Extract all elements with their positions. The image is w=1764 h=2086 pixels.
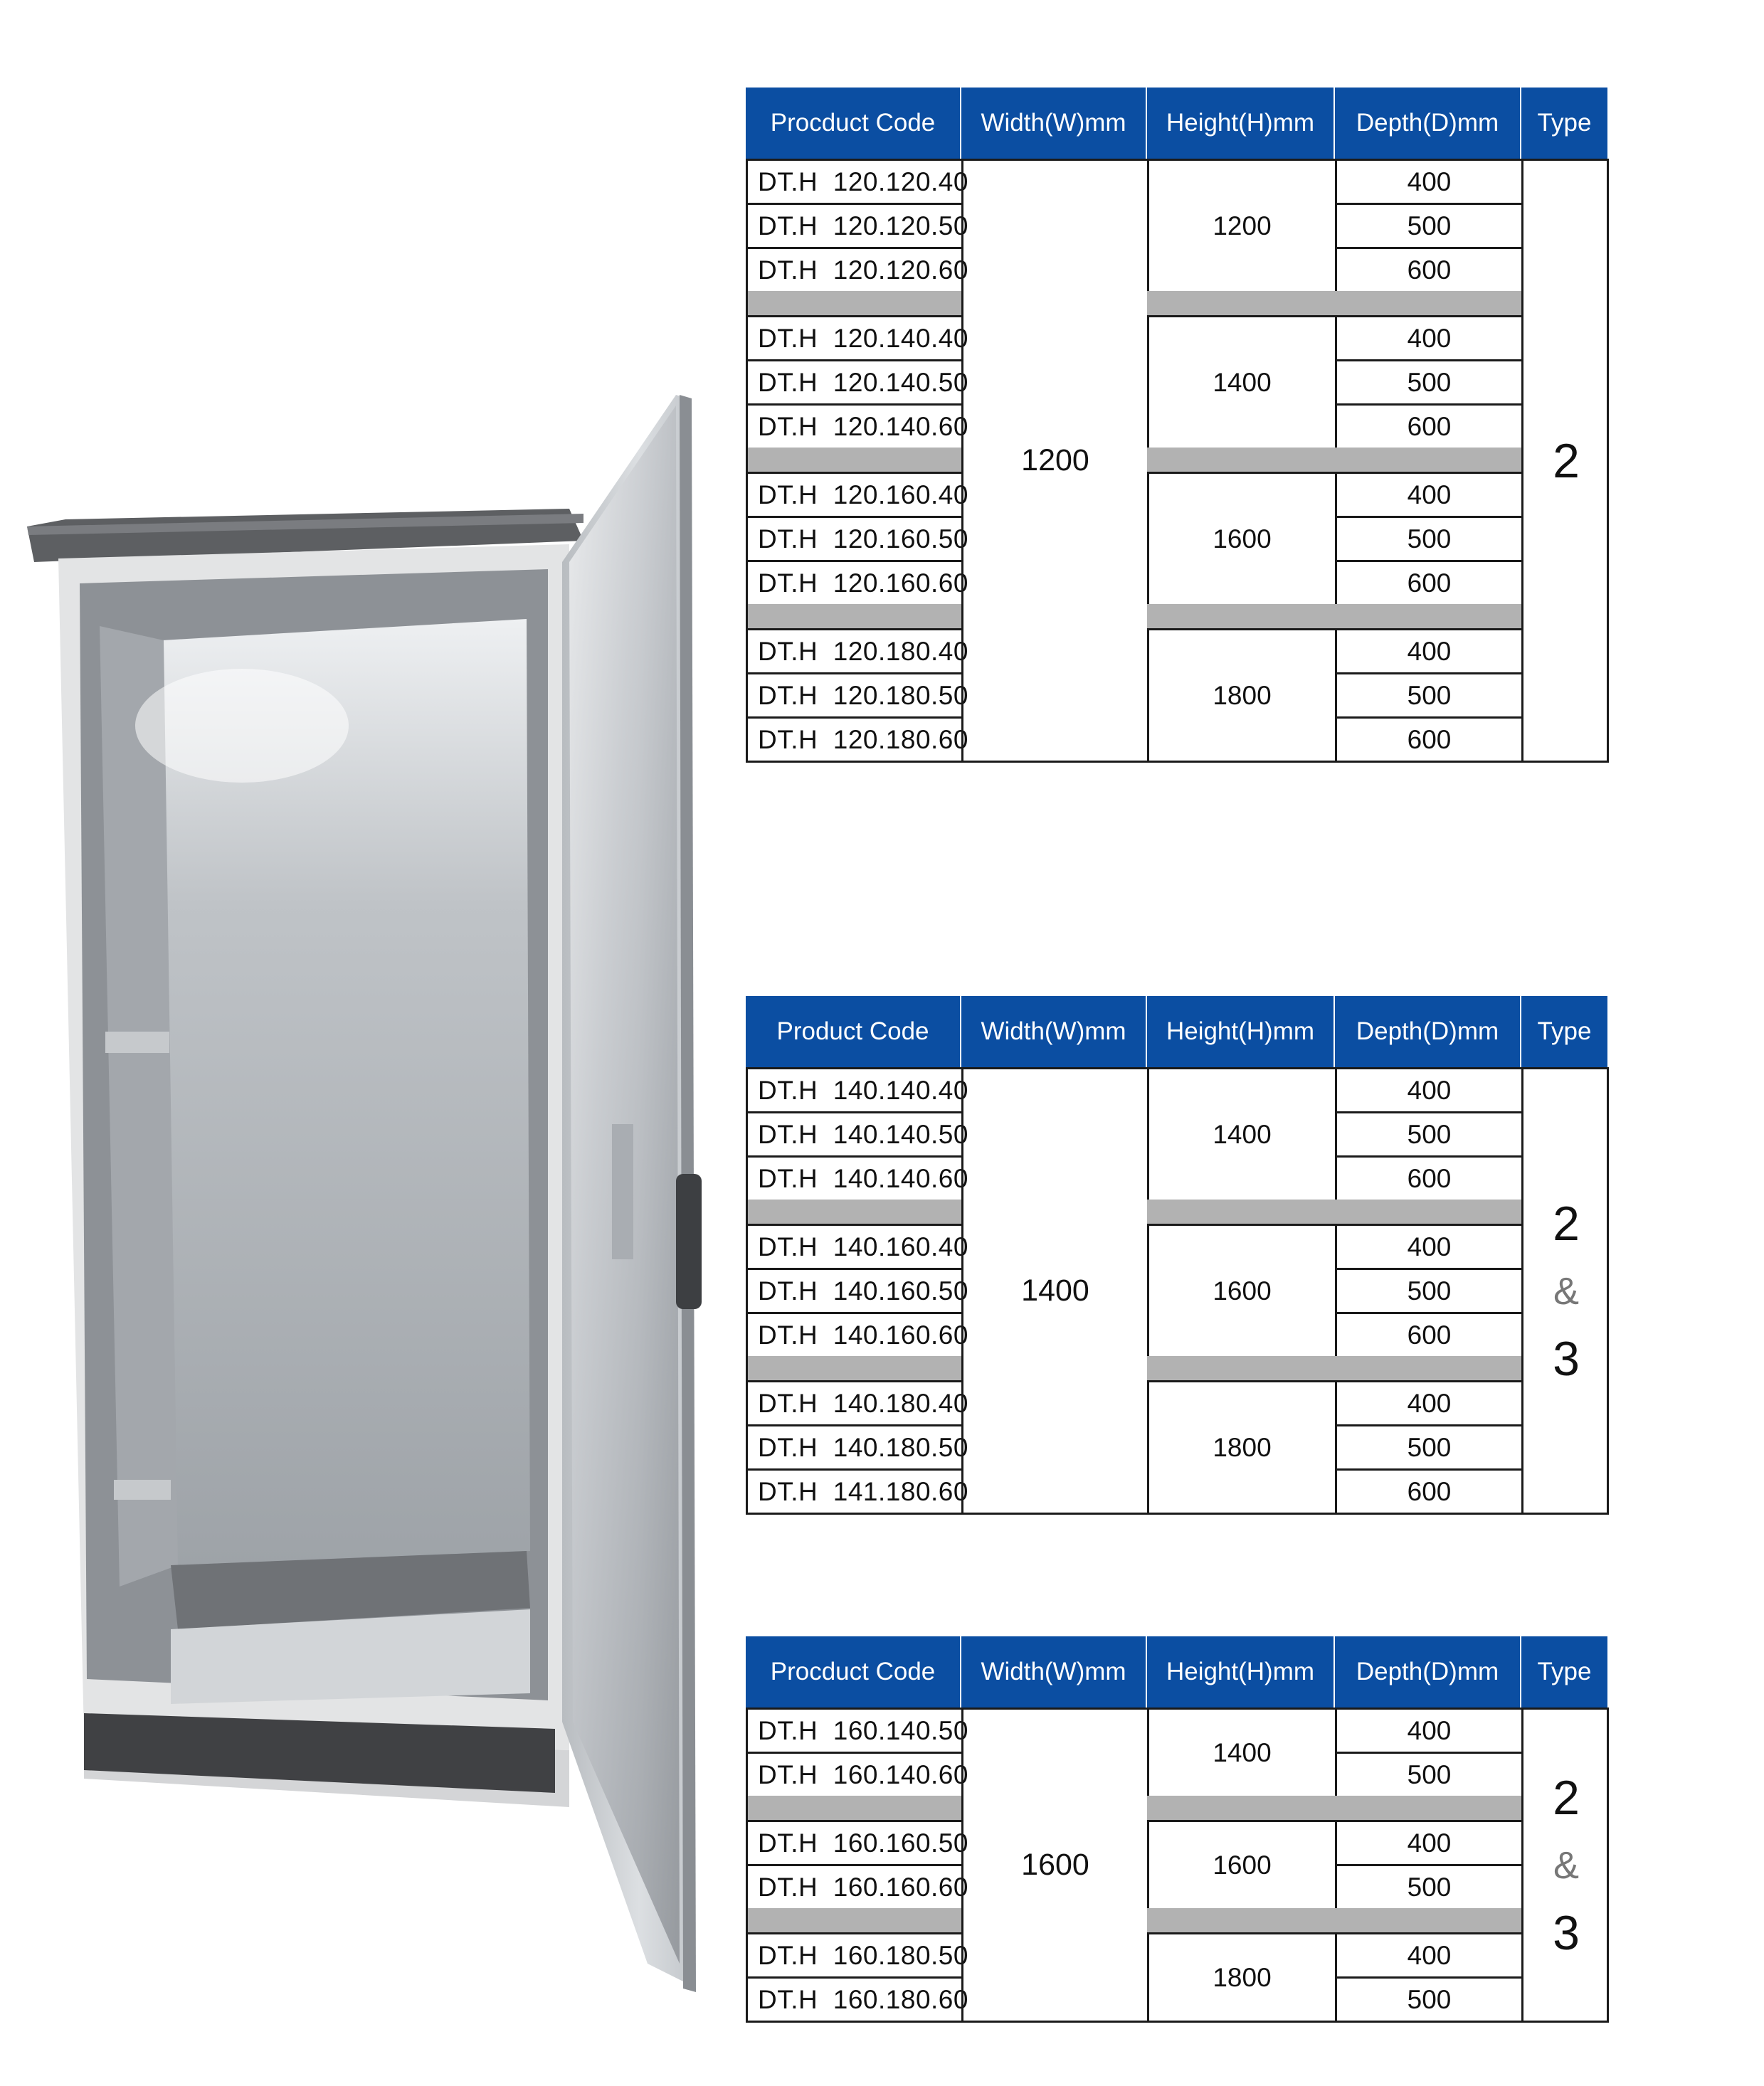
header-width: Width(W)mm bbox=[961, 88, 1147, 159]
product-code-cell: DT.H 140.180.40 bbox=[746, 1380, 961, 1424]
height-cell: 1800 bbox=[1147, 1380, 1335, 1513]
product-code-cell: DT.H 120.140.40 bbox=[746, 315, 961, 359]
depth-cell: 600 bbox=[1335, 1155, 1521, 1200]
group-separator bbox=[746, 1356, 961, 1380]
height-cell: 1800 bbox=[1147, 628, 1335, 761]
type-value: 2 bbox=[1553, 433, 1580, 488]
depth-cell: 500 bbox=[1335, 1864, 1521, 1908]
header-product-code: Procduct Code bbox=[746, 88, 961, 159]
width-cell: 1600 bbox=[961, 1708, 1147, 2021]
product-code-cell: DT.H 140.140.40 bbox=[746, 1067, 961, 1111]
depth-cell: 500 bbox=[1335, 1424, 1521, 1468]
header-type: Type bbox=[1521, 996, 1609, 1067]
depth-cell: 400 bbox=[1335, 1708, 1521, 1752]
depth-cell: 400 bbox=[1335, 1820, 1521, 1864]
product-code-cell: DT.H 120.180.50 bbox=[746, 672, 961, 716]
spec-table-width-1600 bbox=[746, 1636, 1609, 2023]
header-type: Type bbox=[1521, 88, 1609, 159]
spec-table-width-1200 bbox=[746, 88, 1609, 763]
header-depth: Depth(D)mm bbox=[1335, 1636, 1521, 1708]
type-value: 3 bbox=[1553, 1331, 1580, 1386]
type-ampersand: & bbox=[1553, 1843, 1580, 1887]
group-separator bbox=[746, 1908, 961, 1932]
depth-cell: 600 bbox=[1335, 560, 1521, 604]
group-separator bbox=[1147, 604, 1521, 628]
product-code-cell: DT.H 120.120.50 bbox=[746, 203, 961, 247]
depth-cell: 600 bbox=[1335, 1312, 1521, 1356]
group-separator bbox=[746, 448, 961, 472]
header-height: Height(H)mm bbox=[1147, 88, 1335, 159]
product-code-cell: DT.H 120.160.40 bbox=[746, 472, 961, 516]
height-cell: 1600 bbox=[1147, 1224, 1335, 1356]
header-depth: Depth(D)mm bbox=[1335, 88, 1521, 159]
product-code-cell: DT.H 140.140.60 bbox=[746, 1155, 961, 1200]
product-code-cell: DT.H 120.140.50 bbox=[746, 359, 961, 403]
depth-cell: 500 bbox=[1335, 1111, 1521, 1155]
product-code-cell: DT.H 120.120.60 bbox=[746, 247, 961, 291]
electrical-cabinet-image bbox=[0, 0, 719, 2086]
group-separator bbox=[746, 291, 961, 315]
product-code-cell: DT.H 120.160.60 bbox=[746, 560, 961, 604]
header-type: Type bbox=[1521, 1636, 1609, 1708]
type-cell bbox=[1521, 1708, 1609, 2021]
product-code-cell: DT.H 160.180.50 bbox=[746, 1932, 961, 1976]
product-code-cell: DT.H 141.180.60 bbox=[746, 1468, 961, 1513]
depth-cell: 400 bbox=[1335, 159, 1521, 203]
depth-cell: 400 bbox=[1335, 1224, 1521, 1268]
depth-cell: 500 bbox=[1335, 672, 1521, 716]
depth-cell: 400 bbox=[1335, 472, 1521, 516]
depth-cell: 400 bbox=[1335, 1067, 1521, 1111]
width-cell: 1200 bbox=[961, 159, 1147, 761]
depth-cell: 500 bbox=[1335, 1268, 1521, 1312]
group-separator bbox=[746, 1200, 961, 1224]
header-width: Width(W)mm bbox=[961, 1636, 1147, 1708]
product-code-cell: DT.H 120.180.60 bbox=[746, 716, 961, 761]
depth-cell: 500 bbox=[1335, 1752, 1521, 1796]
width-cell: 1400 bbox=[961, 1067, 1147, 1513]
product-code-cell: DT.H 140.160.40 bbox=[746, 1224, 961, 1268]
group-separator bbox=[1147, 1796, 1521, 1820]
product-code-cell: DT.H 160.140.50 bbox=[746, 1708, 961, 1752]
depth-cell: 400 bbox=[1335, 1932, 1521, 1976]
product-code-cell: DT.H 120.180.40 bbox=[746, 628, 961, 672]
height-cell: 1600 bbox=[1147, 1820, 1335, 1908]
group-separator bbox=[1147, 1356, 1521, 1380]
group-separator bbox=[1147, 1200, 1521, 1224]
depth-cell: 600 bbox=[1335, 716, 1521, 761]
height-cell: 1400 bbox=[1147, 315, 1335, 448]
depth-cell: 600 bbox=[1335, 247, 1521, 291]
product-code-cell: DT.H 140.160.60 bbox=[746, 1312, 961, 1356]
header-product-code: Procduct Code bbox=[746, 1636, 961, 1708]
header-height: Height(H)mm bbox=[1147, 1636, 1335, 1708]
header-depth: Depth(D)mm bbox=[1335, 996, 1521, 1067]
depth-cell: 400 bbox=[1335, 315, 1521, 359]
depth-cell: 500 bbox=[1335, 1976, 1521, 2021]
depth-cell: 600 bbox=[1335, 1468, 1521, 1513]
header-width: Width(W)mm bbox=[961, 996, 1147, 1067]
height-cell: 1200 bbox=[1147, 159, 1335, 291]
product-code-cell: DT.H 140.160.50 bbox=[746, 1268, 961, 1312]
depth-cell: 400 bbox=[1335, 1380, 1521, 1424]
product-code-cell: DT.H 160.160.60 bbox=[746, 1864, 961, 1908]
type-value: 3 bbox=[1553, 1905, 1580, 1960]
depth-cell: 600 bbox=[1335, 403, 1521, 448]
product-code-cell: DT.H 160.180.60 bbox=[746, 1976, 961, 2021]
product-code-cell: DT.H 120.160.50 bbox=[746, 516, 961, 560]
depth-cell: 500 bbox=[1335, 203, 1521, 247]
type-cell bbox=[1521, 159, 1609, 761]
group-separator bbox=[1147, 448, 1521, 472]
depth-cell: 500 bbox=[1335, 359, 1521, 403]
type-ampersand: & bbox=[1553, 1269, 1580, 1313]
height-cell: 1600 bbox=[1147, 472, 1335, 604]
type-value: 2 bbox=[1553, 1770, 1580, 1825]
depth-cell: 400 bbox=[1335, 628, 1521, 672]
spec-table-width-1400 bbox=[746, 996, 1609, 1515]
product-code-cell: DT.H 120.140.60 bbox=[746, 403, 961, 448]
header-height: Height(H)mm bbox=[1147, 996, 1335, 1067]
group-separator bbox=[746, 1796, 961, 1820]
group-separator bbox=[746, 604, 961, 628]
product-code-cell: DT.H 140.180.50 bbox=[746, 1424, 961, 1468]
header-product-code: Product Code bbox=[746, 996, 961, 1067]
product-code-cell: DT.H 120.120.40 bbox=[746, 159, 961, 203]
type-value: 2 bbox=[1553, 1196, 1580, 1251]
product-code-cell: DT.H 160.140.60 bbox=[746, 1752, 961, 1796]
group-separator bbox=[1147, 291, 1521, 315]
height-cell: 1800 bbox=[1147, 1932, 1335, 2021]
type-cell bbox=[1521, 1067, 1609, 1513]
product-code-cell: DT.H 160.160.50 bbox=[746, 1820, 961, 1864]
height-cell: 1400 bbox=[1147, 1708, 1335, 1796]
product-code-cell: DT.H 140.140.50 bbox=[746, 1111, 961, 1155]
group-separator bbox=[1147, 1908, 1521, 1932]
height-cell: 1400 bbox=[1147, 1067, 1335, 1200]
depth-cell: 500 bbox=[1335, 516, 1521, 560]
